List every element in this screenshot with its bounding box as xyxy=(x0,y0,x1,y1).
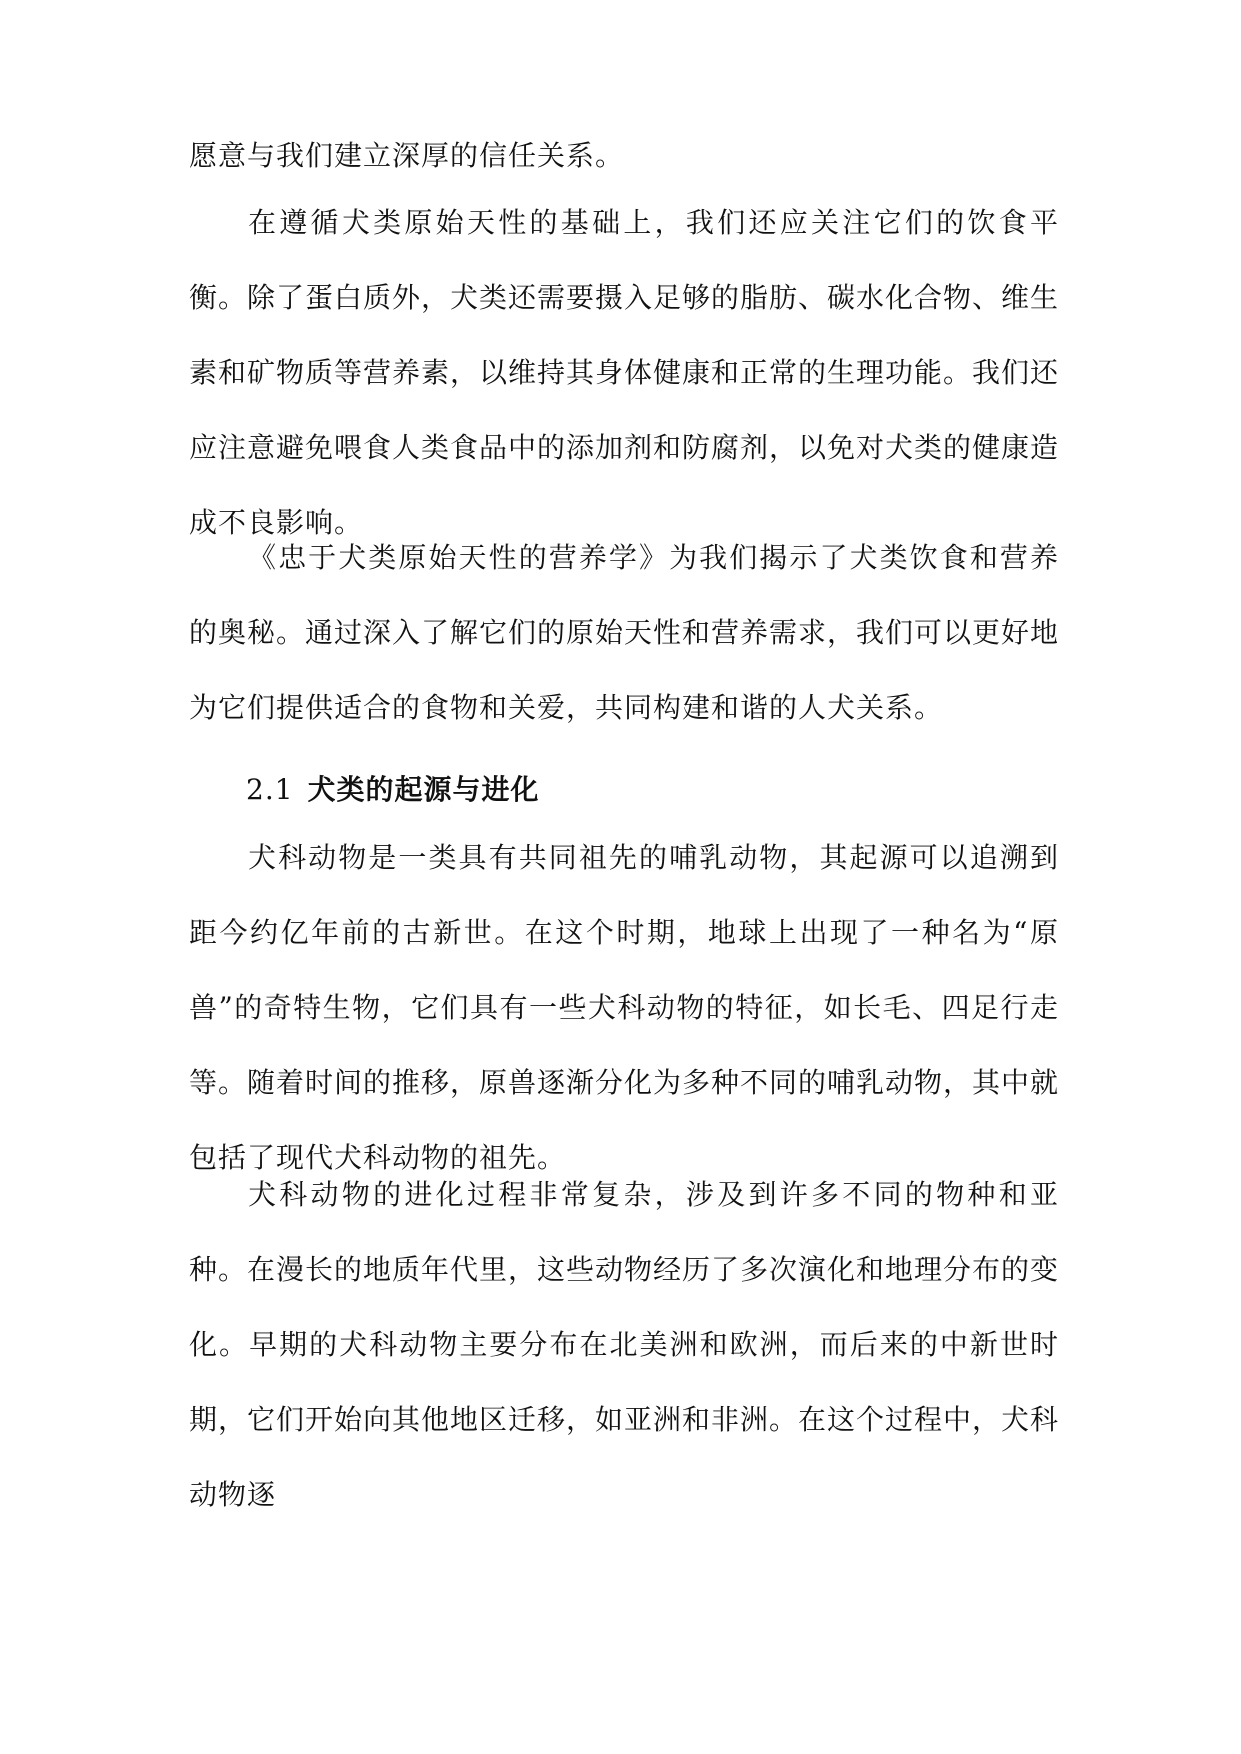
paragraph-evolution: 犬科动物的进化过程非常复杂，涉及到许多不同的物种和亚种。在漫长的地质年代里，这些动物经历了多次演化和地理分布的变化。早期的犬科动物主要分布在北美洲和欧洲，而后来的中新世时期，它们开始向其他地区迁移，如亚洲和非洲。在这个过程中，犬科动物逐 xyxy=(189,1178,1060,1511)
paragraph-book-summary: 《忠于犬类原始天性的营养学》为我们揭示了犬类饮食和营养的奥秘。通过深入了解它们的原始天性和营养需求，我们可以更好地为它们提供适合的食物和关爱，共同构建和谐的人犬关系。 xyxy=(189,541,1060,724)
section-heading xyxy=(246,752,1046,827)
paragraph-continuation: 愿意与我们建立深厚的信任关系。 xyxy=(189,139,625,172)
paragraph-origin: 犬科动物是一类具有共同祖先的哺乳动物，其起源可以追溯到距今约亿年前的古新世。在这个时期，地球上出现了一种名为“原兽”的奇特生物，它们具有一些犬科动物的特征，如长毛、四足行走等。随着时间的推移，原兽逐渐分化为多种不同的哺乳动物，其中就包括了现代犬科动物的祖先。 xyxy=(189,841,1060,1174)
section-number: 2.1 xyxy=(246,773,294,806)
section-title: 犬类的起源与进化 xyxy=(307,773,540,806)
paragraph-diet-balance: 在遵循犬类原始天性的基础上，我们还应关注它们的饮食平衡。除了蛋白质外，犬类还需要摄入足够的脂肪、碳水化合物、维生素和矿物质等营养素，以维持其身体健康和正常的生理功能。我们还应注意避免喂食人类食品中的添加剂和防腐剂，以免对犬类的健康造成不良影响。 xyxy=(189,206,1060,539)
